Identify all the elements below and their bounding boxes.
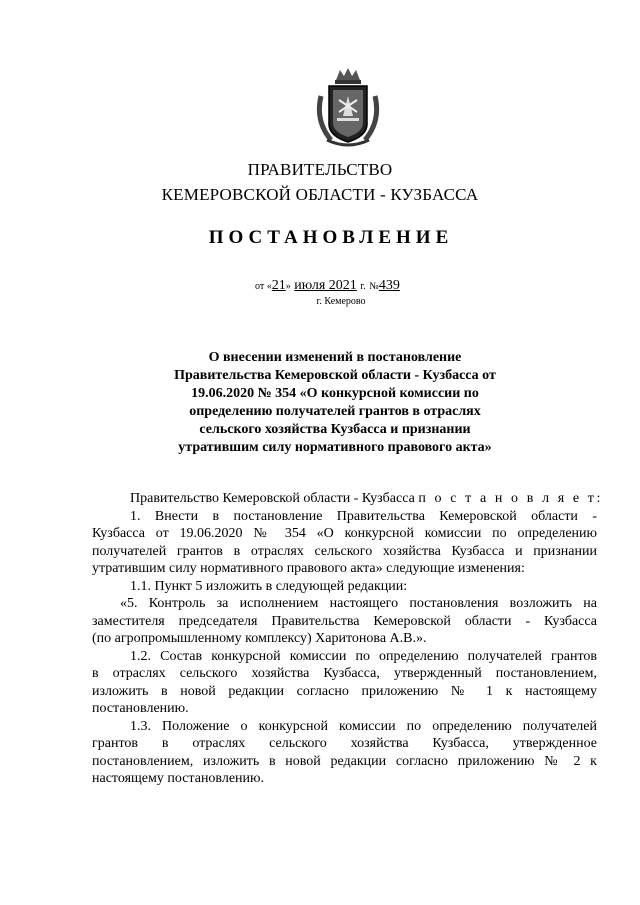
paragraph-1-1: 1.1. Пункт 5 изложить в следующей редакции: [130,578,408,594]
paragraph-1-3-line: постановлением, изложить в новой редакции согласно приложению № 2 к [92,753,597,769]
paragraph-5-line: (по агропромышленному комплексу) Харитонова А.В.». [92,631,427,646]
intro-line [92,490,604,508]
date-year-suffix: г. [360,281,366,292]
document-body [92,490,604,788]
government-name-line1: ПРАВИТЕЛЬСТВО [247,160,393,179]
paragraph-1-2-line: изложить в новой редакции согласно приложению № 1 к настоящему [92,683,597,699]
resolves-text: п о с т а н о в л я е т: [418,491,604,506]
paragraph-1-2-line: в отраслях сельского хозяйства Кузбасса, утвержденный постановлением, [92,666,597,681]
date-mid: » [285,281,291,292]
paragraph-1-line: утратившим силу нормативного правового акта» следующие изменения: [92,561,525,576]
paragraph-1-line: получателей грантов в отраслях сельского хозяйства Кузбасса и признании [92,543,597,559]
paragraph-1-line: Кузбасса от 19.06.2020 № 354 «О конкурсной комиссии по определению [92,526,597,541]
title-line: сельского хозяйства Кузбасса и признании [199,422,471,437]
paragraph-1-3-line: 1.3. Положение о конкурсной комиссии по определению получателей [130,718,597,734]
paragraph-1-line: 1. Внести в постановление Правительства Кемеровской области - [130,508,597,524]
date-number-line [255,278,400,294]
paragraph-1-2-line: постановлению. [92,701,189,716]
title-line: О внесении изменений в постановление [208,350,462,365]
paragraph-1-3-line: грантов в отраслях сельского хозяйства Кузбасса, утвержденное [92,736,597,751]
intro-text: Правительство Кемеровской области - Кузбасса [130,491,415,506]
document-number: 439 [378,278,400,293]
date-prefix: от « [255,281,272,292]
government-name-line2: КЕМЕРОВСКОЙ ОБЛАСТИ - КУЗБАССА [161,185,479,204]
title-line: определению получателей грантов в отраслях [189,404,481,419]
paragraph-1-2-line: 1.2. Состав конкурсной комиссии по определению получателей грантов [130,648,597,664]
city-name: г. Кемерово [316,296,366,307]
title-line: утратившим силу нормативного правового акта» [178,440,492,455]
document-type-heading: ПОСТАНОВЛЕНИЕ [208,227,454,248]
date-day: 21 [271,278,286,293]
paragraph-5-line: «5. Контроль за исполнением настоящего постановления возложить на [120,596,597,611]
coat-of-arms-emblem [313,66,383,148]
date-month-year: июля 2021 [294,278,357,293]
paragraph-5-line: заместителя председателя Правительства Кемеровской области - Кузбасса [92,613,597,629]
title-line: Правительства Кемеровской области - Кузбасса от [174,368,496,383]
paragraph-1-3-line: настоящему постановлению. [92,771,264,786]
title-line: 19.06.2020 № 354 «О конкурсной комиссии по [191,386,479,401]
number-prefix: № [369,281,379,292]
document-title [150,349,520,457]
